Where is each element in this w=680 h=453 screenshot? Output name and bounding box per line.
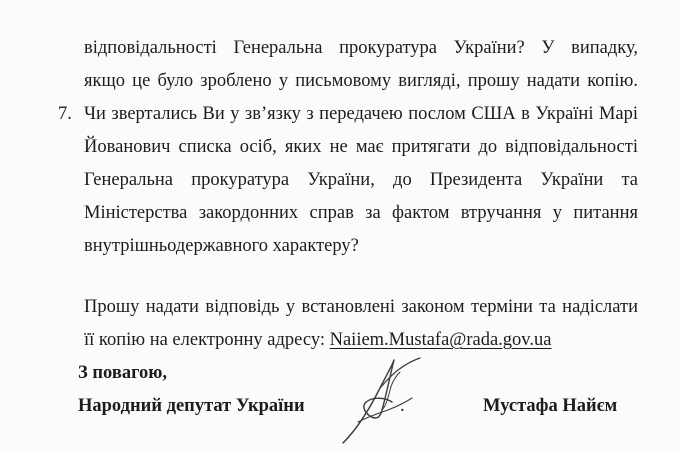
item7-line-4: Міністерства закордонних справ за фактом втручання у питання <box>84 203 638 223</box>
item7-number: 7. <box>58 104 72 124</box>
closing-dot: . <box>400 396 405 416</box>
item7-line-2: Йованович списка осіб, яких не має притягати до відповідальності <box>84 137 638 157</box>
request-line-2 <box>84 329 551 351</box>
item7-line-3: Генеральна прокуратура України, до Президента України та <box>84 170 638 190</box>
item6-line-2: якщо це було зроблено у письмовому вигляді, прошу надати копію. <box>84 71 638 91</box>
handwritten-signature <box>328 348 438 453</box>
closing-salutation: З повагою, <box>78 363 168 383</box>
item6-line-1: відповідальності Генеральна прокуратура України? У випадку, <box>84 38 638 58</box>
closing-name: Мустафа Найєм <box>483 396 618 416</box>
email-link[interactable]: Naiiem.Mustafa@rada.gov.ua <box>329 330 552 350</box>
item7-line-5: внутрішньодержавного характеру? <box>84 236 359 256</box>
closing-position: Народний депутат України <box>78 396 305 416</box>
request-line-1: Прошу надати відповідь у встановлені законом терміни та надіслати <box>84 297 638 317</box>
request-line-2-text: її копію на електронну адресу: <box>84 330 330 350</box>
item7-line-1: Чи звертались Ви у зв’язку з передачею послом США в Україні Марі <box>84 104 638 124</box>
